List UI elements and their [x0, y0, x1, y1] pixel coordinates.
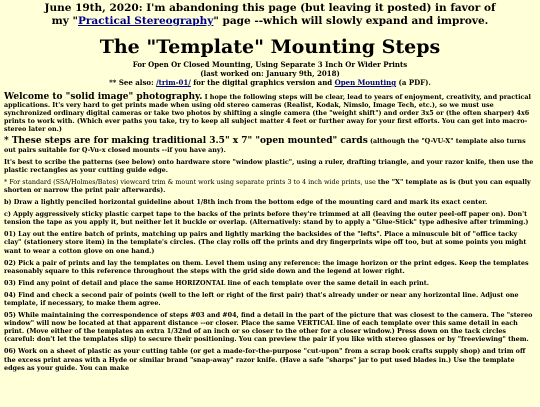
see-also-mid: for the digital graphics version and [190, 78, 335, 87]
abandon-notice [4, 2, 536, 28]
step-05: 05) While maintaining the correspondence of steps #03 and #04, find a detail in the part of the picture that was closest to the camera. The "stereo window" will now be located at that apparent distance --or closer. Place the same VERTICAL line of each template over this same detail in each print. (Move either of the templates an extra 1/32nd of an inch or so closer to the other for a closer window.) Press down on the tack circles (careful: don't let the templates slip) to secure their positioning. You can preview the pair if you like with stereo glasses or by "freeviewing" them. [4, 311, 533, 344]
see-also-post: (a PDF). [396, 78, 431, 87]
intro-paragraph [4, 93, 536, 133]
standard-note-pre: * For standard (SSA/Holmes/Bates) viewcard trim & mount work using separate prints 3 to 4 inch wide prints, use [4, 177, 378, 186]
see-also-pre: ** See also: [109, 78, 157, 87]
step-03: 03) Find any point of detail and place the same HORIZONTAL line of each template over the same detail in each print. [4, 278, 429, 287]
notice-line-2-post: " page --which will slowly expand and improve. [213, 15, 489, 27]
section-heading [4, 137, 536, 153]
see-also-line [4, 78, 536, 87]
step-06: 06) Work on a sheet of plastic as your cutting table (or get a made-for-the-purpose "cut-upon" from a scrap book crafts supply shop) and trim off the excess print areas with a Hyde or similar brand "snap-away" razor knife. (Have a safe "sharps" jar to put used blades in.) Use the template edges as your guide. You can make [4, 347, 526, 372]
intro-lead: Welcome to "solid image" photography. [4, 92, 203, 102]
step-01: 01) Lay out the entire batch of prints, matching up pairs and lightly marking the backsides of the "lefts". Place a minuscule bit of "office tacky clay" (stationery store item) in the template's circles. (The clay rolls off the prints and dry fingerprints wipe off too, but at some points you might want to wear a cotton glove on one hand.) [4, 230, 527, 255]
preface-paragraph: It's best to scribe the patterns (see below) onto hardware store "window plastic", using a ruler, drafting triangle, and your razor knife, then use the plastic rectangles as your cutting guide edge. [4, 157, 534, 174]
open-mounting-link[interactable]: Open Mounting [334, 78, 397, 87]
notice-line-2 [4, 15, 536, 28]
section-heading-big: * These steps are for making traditional 3.5" x 7" "open mounted" cards [4, 136, 368, 147]
subtitle-line-1: For Open Or Closed Mounting, Using Separate 3 Inch Or Wider Prints [132, 60, 408, 69]
page [0, 2, 540, 372]
section-heading-rest: (although the "Q-VU-X" template also turns out pairs suitable for Q-Vu-x closed mounts --if you have any). [4, 137, 526, 154]
page-title: The "Template" Mounting Steps [99, 36, 441, 58]
subtitle-line-2: (last worked on: January 9th, 2018) [200, 69, 340, 78]
subtitle-block [4, 60, 536, 87]
intro-text: I hope the following steps will be clear, lead to years of enjoyment, creativity, and practical applications. It's very hard to get prints made when using old stereo cameras (Realist, Kodak, Nimslo, Image Tech, etc.), so we must use synchronized ordinary digital cameras or take two photos by shifting a single camera (the "weight shift") and order 3x5 or (the often sharper) 4x6 prints to work with. (Which ever paths you take, try to keep all subject matter 4 feet or further away for your first efforts. You can get into macro-stereo later on.) [4, 93, 531, 134]
step-c: c) Apply aggressively sticky plastic carpet tape to the backs of the prints before they're trimmed at all (leaving the outer peel-off paper on). Don't tension the tape as you apply it, but neither let it buckle or overlap. (Alternatively: stand by to apply a "Glue-Stick" type adhesive after trimming.) [4, 210, 529, 227]
practical-stereography-link[interactable]: Practical Stereography [78, 15, 214, 27]
step-b: b) Draw a lightly penciled horizontal guideline about 1/8th inch from the bottom edge of the mounting card and mark its exact center. [4, 198, 488, 207]
notice-line-1: June 19th, 2020: I'm abandoning this page (but leaving it posted) in favor of [44, 2, 496, 14]
standard-note [4, 178, 536, 194]
step-02: 02) Pick a pair of prints and lay the templates on them. Level them using any reference: the image horizon or the print edges. Keep the templates reasonably square to this reference throughout the steps with the grid side down and the legend at lower right. [4, 258, 529, 275]
trim-01-link[interactable]: /trim-01/ [156, 78, 191, 87]
standard-note-bold: the "X" template as is (but you can equally shorten or narrow the print pair afterwards). [4, 177, 531, 194]
notice-line-2-pre: my " [51, 15, 78, 27]
step-04: 04) Find and check a second pair of points (well to the left or right of the first pair) that's already under or near any horizontal line. Adjust one template, if necessary, to make them agree. [4, 290, 519, 307]
